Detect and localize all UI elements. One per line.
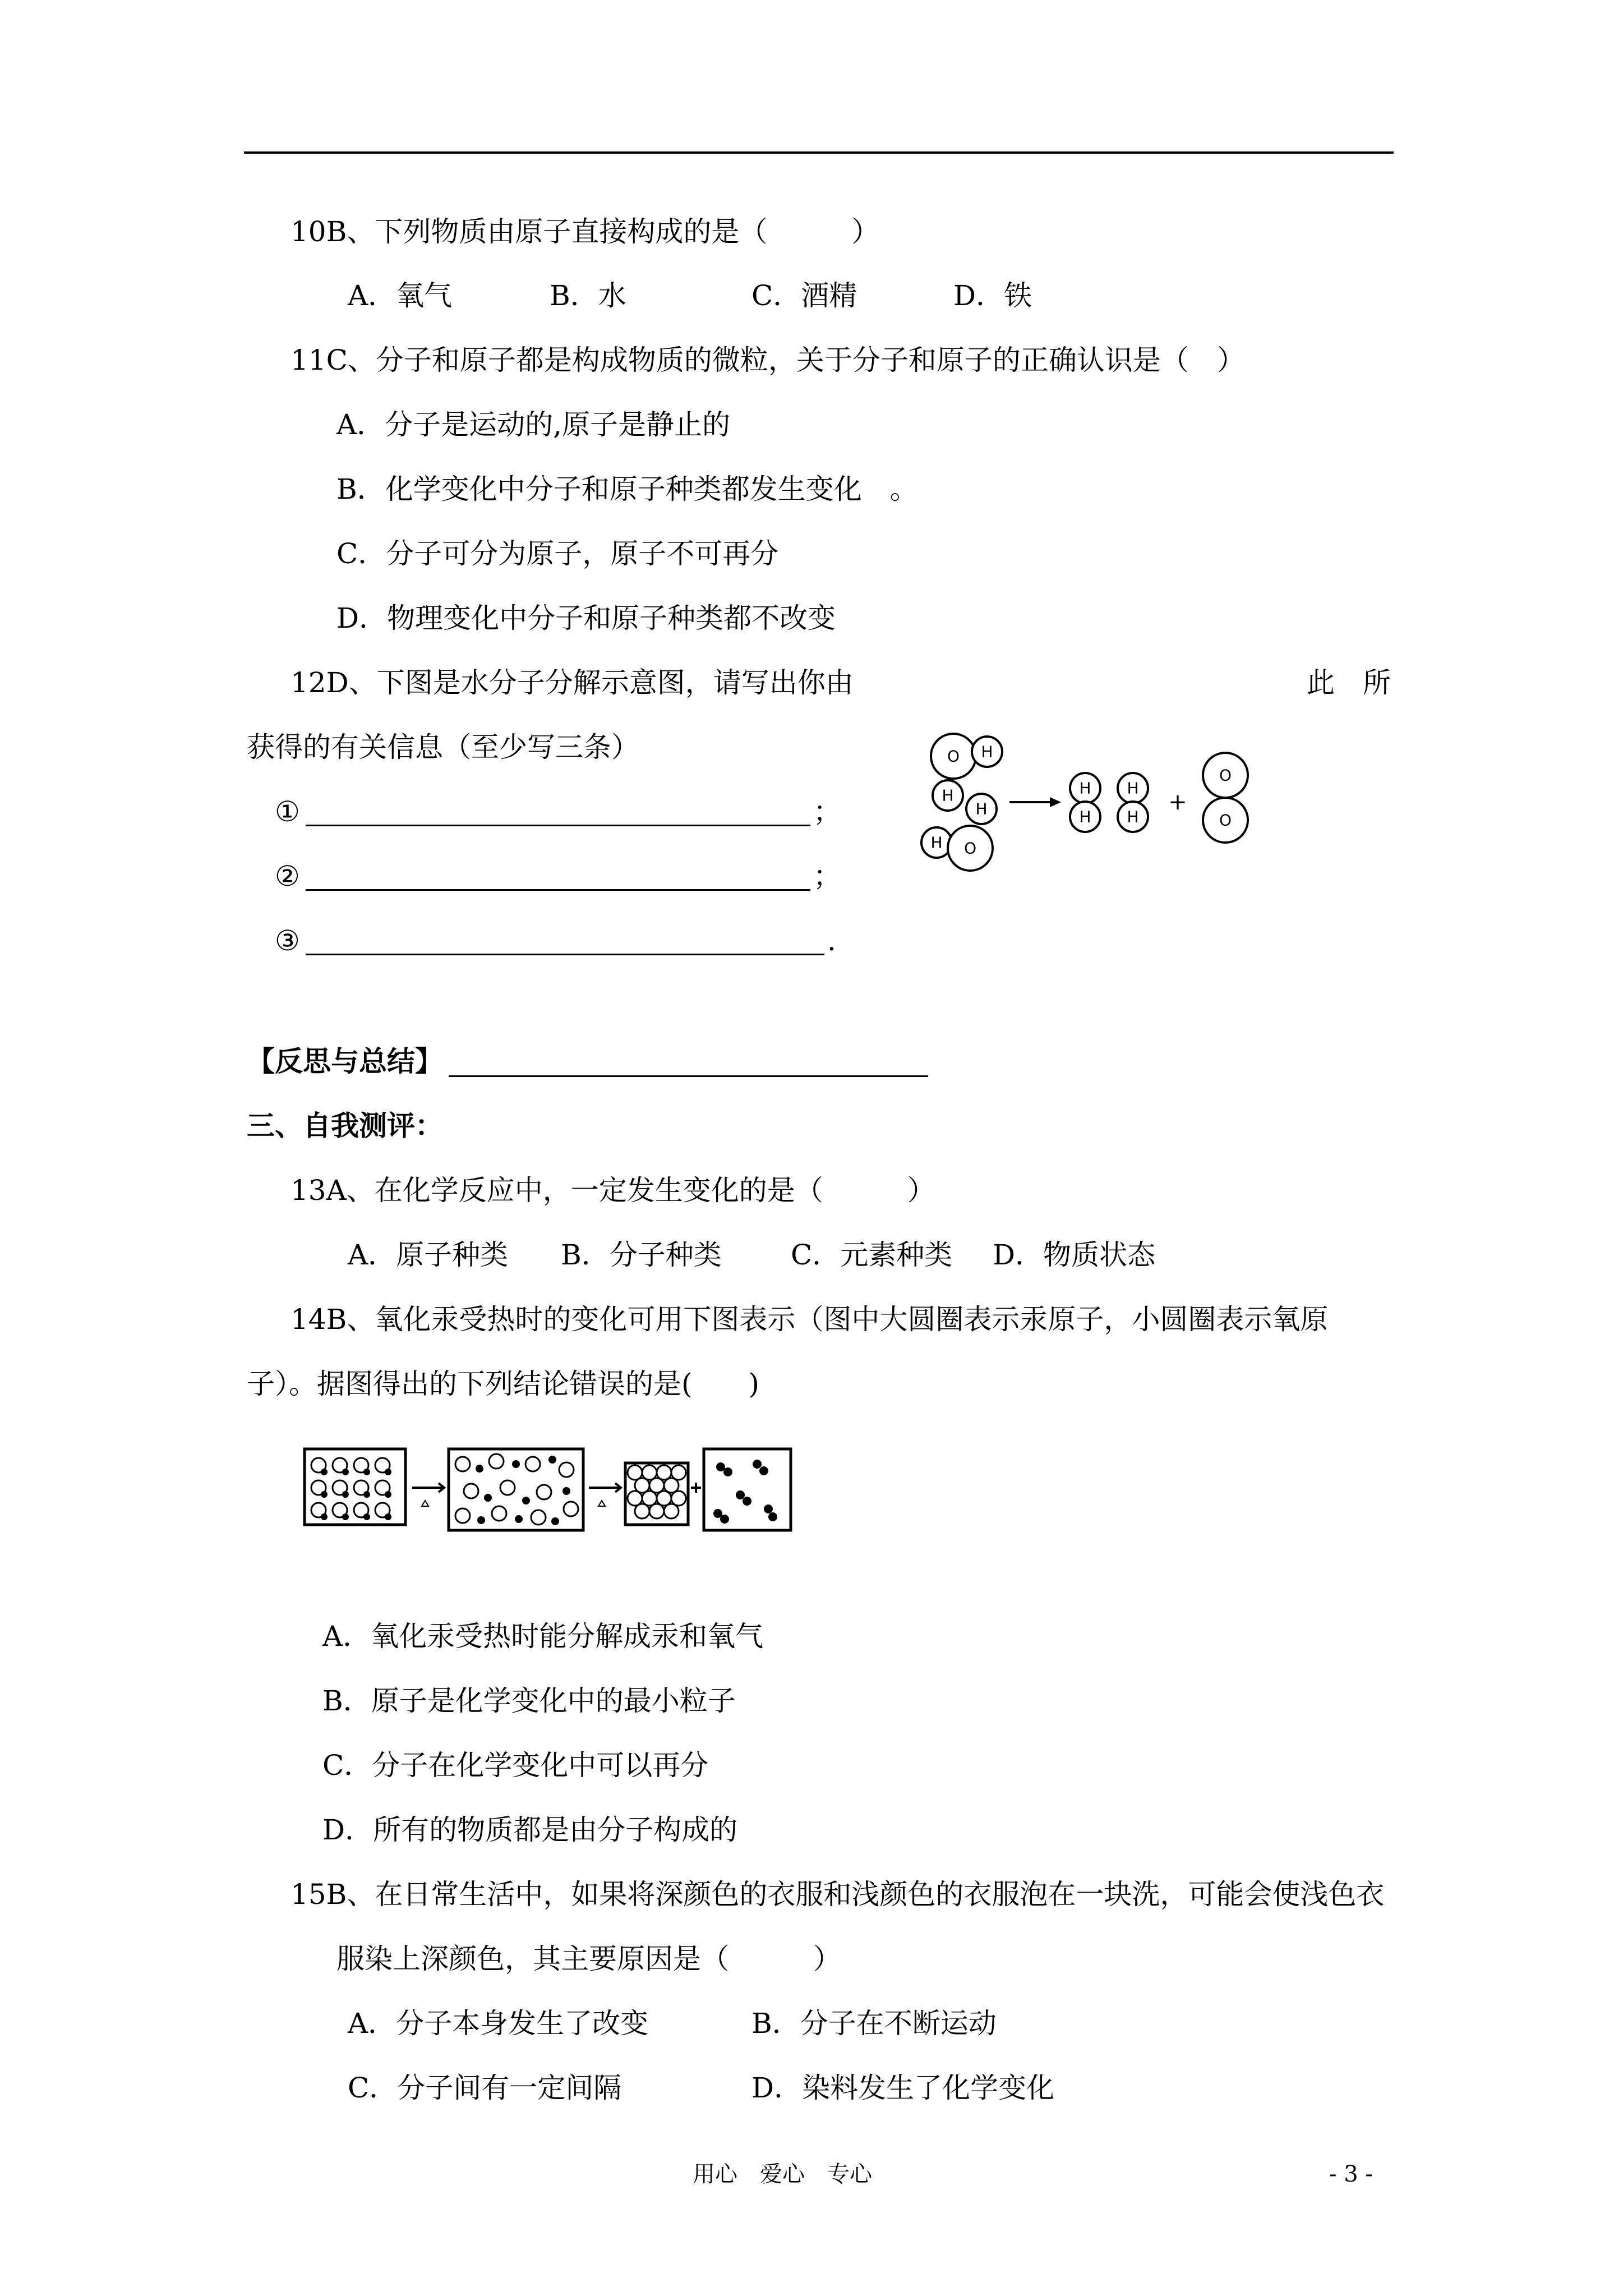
q10-stem: 10B、下列物质由原子直接构成的是（ ）	[291, 215, 880, 248]
q10-option-b: B．水	[550, 279, 626, 312]
answer-end-1: ；	[813, 795, 841, 828]
q12-stem-line2: 获得的有关信息（至少写三条）	[247, 731, 639, 763]
footer-motto: 用心 爱心 专心	[693, 2161, 872, 2187]
q13-option-c: C．元素种类	[791, 1239, 953, 1271]
q12-stem-tail: 此 所	[1307, 666, 1391, 699]
q11-option-c: C．分子可分为原子，原子不可再分	[336, 537, 779, 570]
page-number: - 3 -	[1329, 2161, 1373, 2187]
mercury-oxide-diagram	[303, 1447, 796, 1543]
q14-option-c: C．分子在化学变化中可以再分	[322, 1749, 709, 1782]
panel-oxygen	[704, 1449, 791, 1530]
reactant-label-o1: O	[947, 747, 960, 766]
q15-option-c: C．分子间有一定间隔	[348, 2072, 622, 2104]
q14-stem-line2: 子）。据图得出的下列结论错误的是( )	[247, 1368, 760, 1400]
product-label-o2: O	[1219, 811, 1232, 830]
answer-blank-1[interactable]	[306, 825, 810, 826]
plus-sign: +	[1168, 789, 1187, 815]
answer-blank-2[interactable]	[306, 889, 810, 891]
reflection-blank[interactable]	[449, 1075, 928, 1077]
reactant-label-h4: H	[930, 833, 943, 852]
q14-option-b: B．原子是化学变化中的最小粒子	[322, 1685, 736, 1717]
q11-option-b: B．化学变化中分子和原子种类都发生变化 。	[336, 473, 918, 505]
q10-option-d: D．铁	[953, 279, 1032, 312]
plus-mark	[691, 1483, 701, 1493]
q10-option-c: C．酒精	[751, 279, 857, 312]
header-rule	[244, 151, 1394, 154]
heat-arrow-2	[589, 1483, 621, 1506]
heat-arrow-1	[412, 1483, 444, 1506]
product-label-h1: H	[1079, 779, 1091, 798]
q15-option-d: D．染料发生了化学变化	[751, 2072, 1055, 2104]
answer-blank-3[interactable]	[306, 954, 824, 955]
q13-option-d: D．物质状态	[993, 1239, 1156, 1271]
product-label-o1: O	[1219, 766, 1232, 785]
reactant-label-h3: H	[975, 799, 988, 818]
q11-option-a: A．分子是运动的,原子是静止的	[336, 408, 731, 441]
q15-stem-line1: 15B、在日常生活中，如果将深颜色的衣服和浅颜色的衣服泡在一块洗，可能会使浅色衣	[291, 1878, 1385, 1911]
product-label-h2: H	[1079, 807, 1091, 826]
answer-end-3: .	[827, 924, 836, 957]
q10-option-a: A．氧气	[348, 279, 453, 312]
q11-option-d: D．物理变化中分子和原子种类都不改变	[336, 602, 836, 634]
product-label-h3: H	[1127, 779, 1139, 798]
reactant-label-h2: H	[942, 786, 954, 805]
q14-option-d: D．所有的物质都是由分子构成的	[322, 1814, 738, 1846]
q12-stem: 12D、下图是水分子分解示意图，请写出你由	[291, 666, 854, 699]
answer-end-2: ；	[813, 860, 841, 892]
q13-option-b: B．分子种类	[561, 1239, 722, 1271]
answer-mark-2: ②	[275, 860, 300, 892]
q15-stem-line2: 服染上深颜色，其主要原因是（ ）	[336, 1943, 841, 1975]
q14-stem-line1: 14B、氧化汞受热时的变化可用下图表示（图中大圆圈表示汞原子，小圆圈表示氧原	[291, 1303, 1329, 1336]
q15-option-b: B．分子在不断运动	[751, 2007, 997, 2040]
section3-title: 三、自我测评：	[247, 1109, 443, 1142]
q15-option-a: A．分子本身发生了改变	[348, 2007, 649, 2040]
product-label-h4: H	[1127, 807, 1139, 826]
reactant-label-o2: O	[963, 839, 977, 858]
q13-stem: 13A、在化学反应中，一定发生变化的是（ ）	[291, 1174, 935, 1207]
answer-mark-1: ①	[275, 795, 300, 828]
reactant-label-h1: H	[981, 742, 993, 761]
q14-option-a: A．氧化汞受热时能分解成汞和氧气	[322, 1620, 764, 1653]
reflection-label: 【反思与总结】	[247, 1045, 443, 1078]
q13-option-a: A．原子种类	[348, 1239, 509, 1271]
water-decomposition-diagram	[914, 724, 1273, 892]
q11-stem: 11C、分子和原子都是构成物质的微粒，关于分子和原子的正确认识是（ ）	[291, 344, 1245, 376]
reaction-arrow	[1009, 797, 1061, 807]
answer-mark-3: ③	[275, 924, 300, 957]
